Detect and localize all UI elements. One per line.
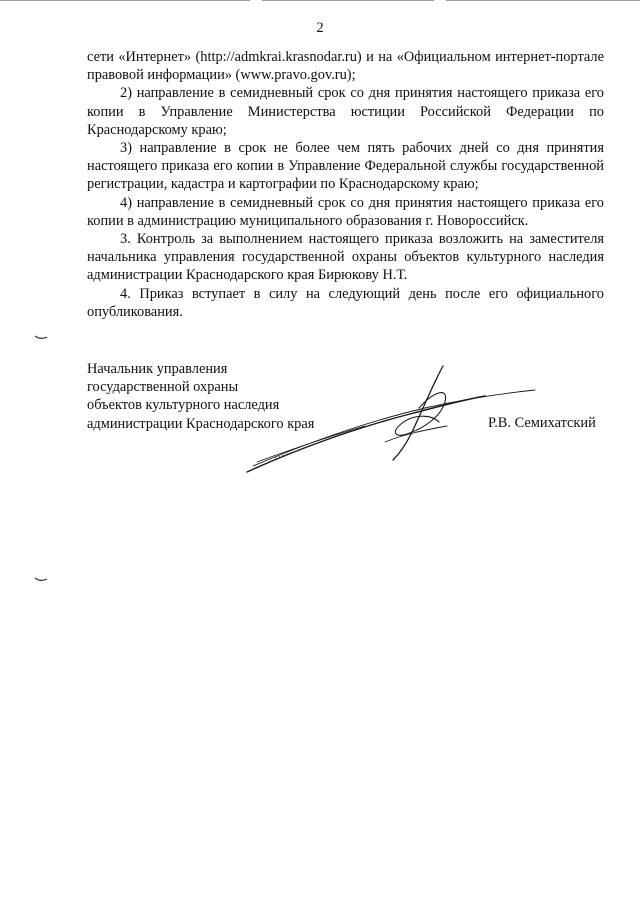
paragraph-item-3: 3) направление в срок не более чем пять рабочих дней со дня принятия настоящего приказа его копии в Управление Федеральной службы государственной регистрации, кадастра и картографии по Краснодарскому краю; bbox=[87, 140, 604, 193]
signatory-position-line: объектов культурного наследия bbox=[87, 397, 280, 414]
scan-top-rule bbox=[446, 0, 640, 1]
scan-margin-mark bbox=[34, 334, 48, 340]
signatory-name: Р.В. Семихатский bbox=[488, 415, 596, 431]
document-body bbox=[87, 48, 604, 321]
scan-top-rule bbox=[262, 0, 434, 1]
page-number: 2 bbox=[316, 20, 324, 36]
signatory-position-line: Начальник управления bbox=[87, 361, 228, 377]
scan-margin-mark bbox=[34, 576, 48, 582]
scan-top-rule bbox=[0, 0, 250, 1]
paragraph-item-4: 4) направление в семидневный срок со дня принятия настоящего приказа его копии в администрацию муниципального образования г. Новороссийск. bbox=[87, 194, 604, 229]
signatory-position-line: администрации Краснодарского края bbox=[87, 415, 315, 432]
paragraph-publication-continued: сети «Интернет» (http://admkrai.krasnodar.ru) и на «Официальном интернет-портале правовой информации» (www.pravo.gov.ru); bbox=[87, 49, 604, 84]
paragraph-control-clause: 3. Контроль за выполнением настоящего приказа возложить на заместителя начальника управления государственной охраны объектов культурного наследия администрации Краснодарского края Бирюкову Н.Т. bbox=[87, 231, 604, 284]
signatory-position-line: государственной охраны bbox=[87, 379, 239, 396]
paragraph-effective-date: 4. Приказ вступает в силу на следующий день после его официального опубликования. bbox=[87, 285, 604, 320]
paragraph-item-2: 2) направление в семидневный срок со дня принятия настоящего приказа его копии в Управление Министерства юстиции Российской Федерации по Краснодарскому краю; bbox=[87, 85, 604, 138]
